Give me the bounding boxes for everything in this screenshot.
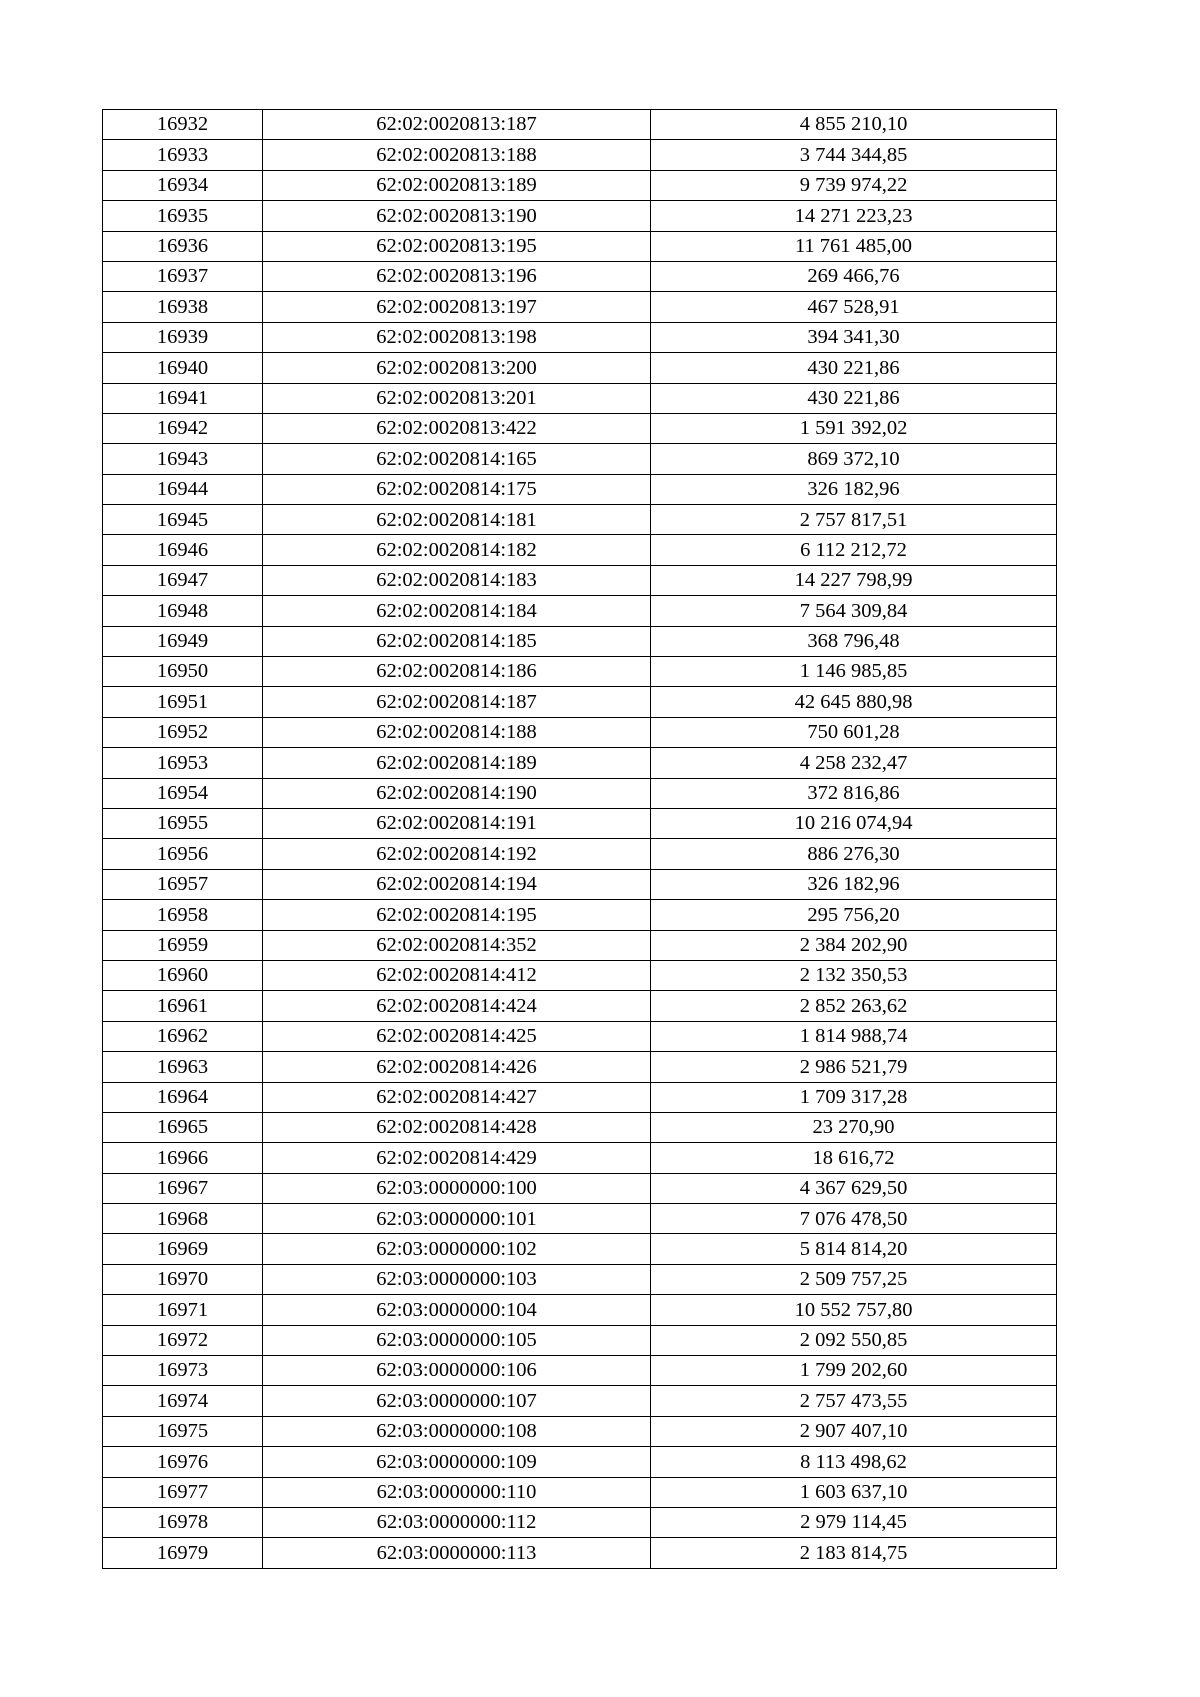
cadastral-number-cell: 62:02:0020814:412 [263,960,651,990]
table-row [103,1295,1057,1325]
cadastral-number-cell: 62:02:0020813:195 [263,231,651,261]
row-number-cell: 16979 [103,1538,263,1568]
cadastral-value-cell: 2 907 407,10 [651,1416,1057,1446]
row-number-cell: 16955 [103,808,263,838]
cadastral-value-cell: 1 146 985,85 [651,657,1057,687]
row-number-cell: 16962 [103,1021,263,1051]
cadastral-number-cell: 62:03:0000000:110 [263,1477,651,1507]
cadastral-value-cell: 6 112 212,72 [651,535,1057,565]
cadastral-number-cell: 62:02:0020814:427 [263,1082,651,1112]
cadastral-value-cell: 5 814 814,20 [651,1234,1057,1264]
cadastral-value-cell: 2 986 521,79 [651,1052,1057,1082]
cadastral-number-cell: 62:02:0020814:189 [263,748,651,778]
row-number-cell: 16950 [103,657,263,687]
row-number-cell: 16948 [103,596,263,626]
row-number-cell: 16947 [103,565,263,595]
row-number-cell: 16976 [103,1447,263,1477]
cadastral-number-cell: 62:02:0020814:352 [263,930,651,960]
table-row [103,292,1057,322]
row-number-cell: 16978 [103,1507,263,1537]
row-number-cell: 16942 [103,413,263,443]
cadastral-value-cell: 23 270,90 [651,1112,1057,1142]
cadastral-value-table [102,109,1057,1569]
cadastral-number-cell: 62:02:0020814:183 [263,565,651,595]
cadastral-number-cell: 62:02:0020813:187 [263,110,651,140]
cadastral-number-cell: 62:02:0020814:191 [263,808,651,838]
row-number-cell: 16937 [103,261,263,291]
row-number-cell: 16956 [103,839,263,869]
row-number-cell: 16961 [103,991,263,1021]
row-number-cell: 16954 [103,778,263,808]
table-row [103,991,1057,1021]
cadastral-number-cell: 62:02:0020814:428 [263,1112,651,1142]
cadastral-value-cell: 2 757 817,51 [651,505,1057,535]
cadastral-number-cell: 62:02:0020814:188 [263,717,651,747]
table-row [103,1143,1057,1173]
cadastral-number-cell: 62:02:0020814:184 [263,596,651,626]
cadastral-number-cell: 62:03:0000000:101 [263,1204,651,1234]
table-row [103,444,1057,474]
cadastral-value-cell: 368 796,48 [651,626,1057,656]
row-number-cell: 16964 [103,1082,263,1112]
table-row [103,565,1057,595]
cadastral-value-cell: 1 709 317,28 [651,1082,1057,1112]
table-row [103,778,1057,808]
table-row [103,110,1057,140]
cadastral-number-cell: 62:02:0020814:424 [263,991,651,1021]
row-number-cell: 16941 [103,383,263,413]
row-number-cell: 16934 [103,170,263,200]
cadastral-number-cell: 62:03:0000000:105 [263,1325,651,1355]
cadastral-value-cell: 1 799 202,60 [651,1356,1057,1386]
table-row [103,383,1057,413]
cadastral-number-cell: 62:02:0020814:195 [263,900,651,930]
cadastral-value-cell: 8 113 498,62 [651,1447,1057,1477]
row-number-cell: 16932 [103,110,263,140]
table-row [103,1021,1057,1051]
row-number-cell: 16972 [103,1325,263,1355]
table-row [103,1325,1057,1355]
cadastral-number-cell: 62:02:0020813:422 [263,413,651,443]
cadastral-number-cell: 62:02:0020814:425 [263,1021,651,1051]
row-number-cell: 16943 [103,444,263,474]
cadastral-value-cell: 2 979 114,45 [651,1507,1057,1537]
row-number-cell: 16944 [103,474,263,504]
cadastral-number-cell: 62:03:0000000:107 [263,1386,651,1416]
table-row [103,261,1057,291]
cadastral-value-cell: 886 276,30 [651,839,1057,869]
cadastral-number-cell: 62:02:0020814:165 [263,444,651,474]
cadastral-number-cell: 62:02:0020813:201 [263,383,651,413]
cadastral-value-cell: 4 855 210,10 [651,110,1057,140]
cadastral-value-cell: 2 384 202,90 [651,930,1057,960]
table-row [103,930,1057,960]
cadastral-value-cell: 42 645 880,98 [651,687,1057,717]
table-row [103,170,1057,200]
row-number-cell: 16958 [103,900,263,930]
cadastral-value-cell: 372 816,86 [651,778,1057,808]
cadastral-value-cell: 1 603 637,10 [651,1477,1057,1507]
cadastral-number-cell: 62:02:0020813:189 [263,170,651,200]
row-number-cell: 16935 [103,201,263,231]
table-row [103,413,1057,443]
cadastral-value-cell: 326 182,96 [651,869,1057,899]
table-row [103,201,1057,231]
cadastral-number-cell: 62:02:0020813:188 [263,140,651,170]
cadastral-number-cell: 62:02:0020813:196 [263,261,651,291]
cadastral-value-cell: 3 744 344,85 [651,140,1057,170]
cadastral-number-cell: 62:02:0020814:185 [263,626,651,656]
row-number-cell: 16952 [103,717,263,747]
table-row [103,231,1057,261]
row-number-cell: 16949 [103,626,263,656]
cadastral-value-cell: 2 852 263,62 [651,991,1057,1021]
cadastral-number-cell: 62:03:0000000:104 [263,1295,651,1325]
cadastral-value-cell: 1 591 392,02 [651,413,1057,443]
cadastral-number-cell: 62:03:0000000:102 [263,1234,651,1264]
cadastral-number-cell: 62:03:0000000:112 [263,1507,651,1537]
table-row [103,839,1057,869]
cadastral-value-cell: 9 739 974,22 [651,170,1057,200]
table-row [103,717,1057,747]
cadastral-value-cell: 10 552 757,80 [651,1295,1057,1325]
cadastral-value-cell: 1 814 988,74 [651,1021,1057,1051]
cadastral-value-cell: 430 221,86 [651,383,1057,413]
cadastral-value-cell: 14 227 798,99 [651,565,1057,595]
table-row [103,140,1057,170]
table-row [103,1477,1057,1507]
cadastral-value-cell: 4 258 232,47 [651,748,1057,778]
cadastral-number-cell: 62:03:0000000:100 [263,1173,651,1203]
cadastral-number-cell: 62:02:0020814:190 [263,778,651,808]
cadastral-number-cell: 62:02:0020814:175 [263,474,651,504]
table-row [103,596,1057,626]
row-number-cell: 16969 [103,1234,263,1264]
cadastral-number-cell: 62:03:0000000:103 [263,1264,651,1294]
cadastral-value-cell: 7 076 478,50 [651,1204,1057,1234]
cadastral-value-cell: 750 601,28 [651,717,1057,747]
row-number-cell: 16975 [103,1416,263,1446]
row-number-cell: 16963 [103,1052,263,1082]
cadastral-value-cell: 326 182,96 [651,474,1057,504]
row-number-cell: 16971 [103,1295,263,1325]
table-row [103,474,1057,504]
table-row [103,960,1057,990]
row-number-cell: 16973 [103,1356,263,1386]
table-row [103,1052,1057,1082]
row-number-cell: 16936 [103,231,263,261]
table-row [103,535,1057,565]
cadastral-number-cell: 62:02:0020813:200 [263,353,651,383]
row-number-cell: 16953 [103,748,263,778]
cadastral-value-cell: 869 372,10 [651,444,1057,474]
row-number-cell: 16966 [103,1143,263,1173]
cadastral-number-cell: 62:02:0020814:181 [263,505,651,535]
cadastral-value-cell: 14 271 223,23 [651,201,1057,231]
table-row [103,1416,1057,1446]
cadastral-number-cell: 62:02:0020813:198 [263,322,651,352]
row-number-cell: 16960 [103,960,263,990]
table-row [103,1538,1057,1568]
row-number-cell: 16945 [103,505,263,535]
cadastral-number-cell: 62:02:0020814:426 [263,1052,651,1082]
row-number-cell: 16940 [103,353,263,383]
cadastral-value-cell: 4 367 629,50 [651,1173,1057,1203]
row-number-cell: 16968 [103,1204,263,1234]
row-number-cell: 16946 [103,535,263,565]
row-number-cell: 16967 [103,1173,263,1203]
table-row [103,1447,1057,1477]
table-row [103,626,1057,656]
cadastral-number-cell: 62:03:0000000:113 [263,1538,651,1568]
cadastral-value-cell: 10 216 074,94 [651,808,1057,838]
cadastral-value-cell: 2 509 757,25 [651,1264,1057,1294]
table-row [103,1264,1057,1294]
cadastral-number-cell: 62:03:0000000:106 [263,1356,651,1386]
cadastral-number-cell: 62:02:0020814:192 [263,839,651,869]
row-number-cell: 16974 [103,1386,263,1416]
cadastral-number-cell: 62:02:0020814:429 [263,1143,651,1173]
cadastral-number-cell: 62:03:0000000:108 [263,1416,651,1446]
table-body [103,110,1057,1569]
cadastral-number-cell: 62:02:0020814:187 [263,687,651,717]
table-row [103,1356,1057,1386]
table-row [103,869,1057,899]
row-number-cell: 16970 [103,1264,263,1294]
cadastral-value-cell: 467 528,91 [651,292,1057,322]
cadastral-value-cell: 394 341,30 [651,322,1057,352]
table-row [103,353,1057,383]
cadastral-value-cell: 430 221,86 [651,353,1057,383]
cadastral-value-cell: 7 564 309,84 [651,596,1057,626]
table-row [103,1204,1057,1234]
cadastral-number-cell: 62:02:0020813:197 [263,292,651,322]
table-row [103,900,1057,930]
table-row [103,1386,1057,1416]
table-row [103,687,1057,717]
cadastral-value-cell: 11 761 485,00 [651,231,1057,261]
table-row [103,808,1057,838]
table-row [103,657,1057,687]
cadastral-number-cell: 62:02:0020814:194 [263,869,651,899]
cadastral-number-cell: 62:02:0020814:186 [263,657,651,687]
cadastral-number-cell: 62:03:0000000:109 [263,1447,651,1477]
table-row [103,322,1057,352]
row-number-cell: 16939 [103,322,263,352]
table-row [103,1173,1057,1203]
cadastral-value-cell: 2 092 550,85 [651,1325,1057,1355]
row-number-cell: 16959 [103,930,263,960]
row-number-cell: 16965 [103,1112,263,1142]
cadastral-value-cell: 18 616,72 [651,1143,1057,1173]
table-row [103,1112,1057,1142]
table-row [103,1234,1057,1264]
cadastral-value-cell: 269 466,76 [651,261,1057,291]
row-number-cell: 16951 [103,687,263,717]
cadastral-value-cell: 295 756,20 [651,900,1057,930]
row-number-cell: 16977 [103,1477,263,1507]
row-number-cell: 16957 [103,869,263,899]
row-number-cell: 16933 [103,140,263,170]
table-row [103,1507,1057,1537]
cadastral-value-cell: 2 757 473,55 [651,1386,1057,1416]
table-row [103,505,1057,535]
row-number-cell: 16938 [103,292,263,322]
cadastral-value-cell: 2 132 350,53 [651,960,1057,990]
cadastral-value-cell: 2 183 814,75 [651,1538,1057,1568]
cadastral-number-cell: 62:02:0020813:190 [263,201,651,231]
cadastral-number-cell: 62:02:0020814:182 [263,535,651,565]
table-row [103,748,1057,778]
table-row [103,1082,1057,1112]
